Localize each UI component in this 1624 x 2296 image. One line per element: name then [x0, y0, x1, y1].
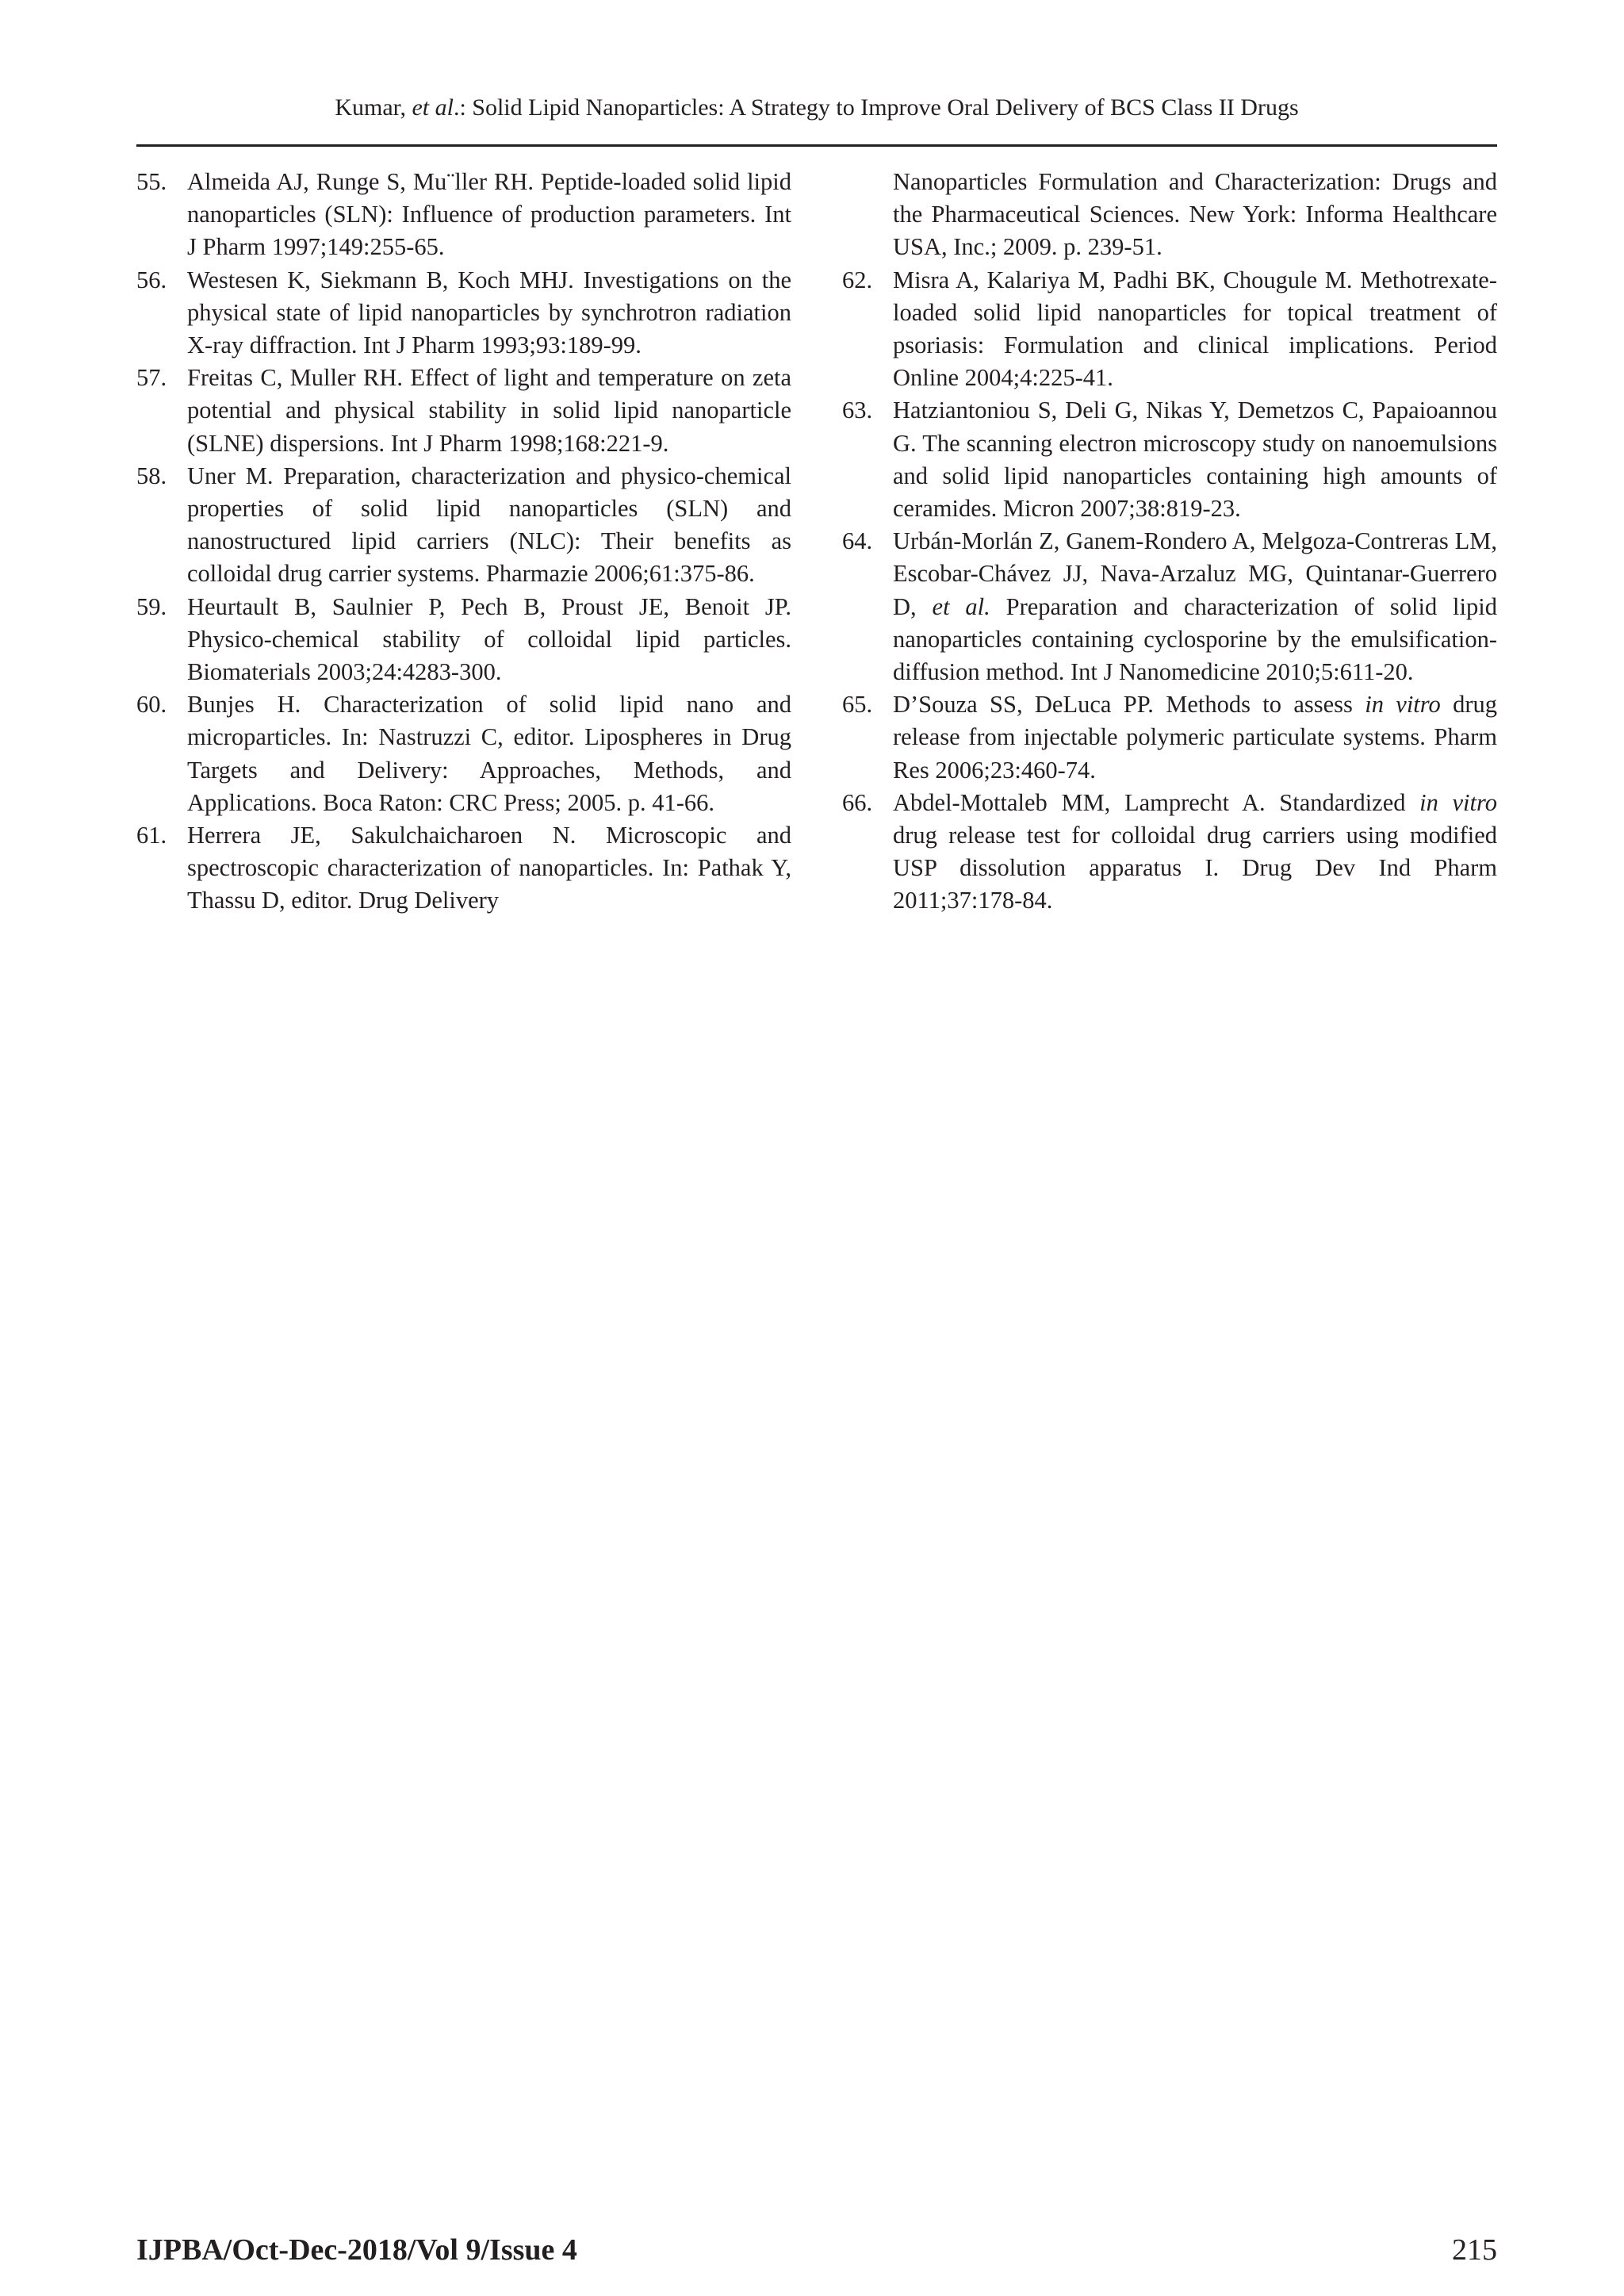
- reference-number: 65.: [842, 691, 873, 719]
- reference-item: [136, 362, 791, 460]
- reference-continuation: [842, 166, 1497, 264]
- reference-number: 63.: [842, 397, 873, 424]
- reference-text: drug release test for colloidal drug carriers using modified USP dissolution apparatus I. Drug Dev Ind Pharm 2011;37:178-84.: [893, 822, 1497, 914]
- reference-item: [136, 591, 791, 689]
- reference-italic: in vitro: [1365, 691, 1441, 719]
- reference-number: 62.: [842, 266, 873, 293]
- reference-number: 55.: [136, 168, 167, 195]
- reference-item: [136, 166, 791, 264]
- reference-etal: et al.: [932, 592, 990, 620]
- reference-text: Misra A, Kalariya M, Padhi BK, Chougule M. Methotrexate-loaded solid lipid nanoparticles for topical treatment of psoriasis: Formulation and clinical implications. Period Online 2004;4:225-41.: [893, 266, 1497, 392]
- header-etal: et al: [412, 94, 454, 121]
- references-right-column: [842, 166, 1497, 918]
- reference-text: Uner M. Preparation, characterization and physico-chemical properties of solid lipid nanoparticles (SLN) and nanostructured lipid carriers (NLC): Their benefits as colloidal drug carrier systems. Pharmazie 2006;61:375-86.: [187, 462, 791, 588]
- header-rule: [136, 144, 1497, 147]
- reference-number: 56.: [136, 266, 167, 293]
- page-number: 215: [1452, 2233, 1497, 2267]
- reference-text: Heurtault B, Saulnier P, Pech B, Proust JE, Benoit JP. Physico-chemical stability of colloidal lipid particles. Biomaterials 2003;24:4283-300.: [187, 592, 791, 686]
- reference-number: 58.: [136, 462, 167, 489]
- references-left-column: [136, 166, 791, 918]
- reference-item: [842, 787, 1497, 918]
- reference-item: [136, 264, 791, 362]
- reference-text: Nanoparticles Formulation and Characterization: Drugs and the Pharmaceutical Sciences. New York: Informa Healthcare USA, Inc.; 2009. p. 239-51.: [893, 168, 1497, 261]
- footer-journal-info: IJPBA/Oct-Dec-2018/Vol 9/Issue 4: [136, 2233, 577, 2267]
- reference-item: [842, 525, 1497, 688]
- reference-number: 64.: [842, 527, 873, 555]
- reference-number: 61.: [136, 822, 167, 849]
- reference-text: Abdel-Mottaleb MM, Lamprecht A. Standardized: [893, 788, 1420, 816]
- reference-item: [136, 819, 791, 918]
- reference-text: Urbán-Morlán Z, Ganem-Rondero A, Melgoza-Contreras LM, Escobar-Chávez JJ, Nava-Arzaluz MG, Quintanar-Guerrero D,: [893, 527, 1497, 620]
- reference-item: [842, 688, 1497, 787]
- reference-text: Preparation and characterization of solid lipid nanoparticles containing cyclosporine by the emulsification-diffusion method. Int J Nanomedicine 2010;5:611-20.: [893, 592, 1497, 686]
- reference-text: Hatziantoniou S, Deli G, Nikas Y, Demetzos C, Papaioannou G. The scanning electron microscopy study on nanoemulsions and solid lipid nanoparticles containing high amounts of ceramides. Micron 2007;38:819-23.: [893, 397, 1497, 523]
- reference-number: 66.: [842, 788, 873, 816]
- reference-text: drug release from injectable polymeric particulate systems. Pharm Res 2006;23:460-74.: [893, 691, 1497, 784]
- reference-number: 60.: [136, 691, 167, 719]
- reference-text: Freitas C, Muller RH. Effect of light and temperature on zeta potential and physical stability in solid lipid nanoparticle (SLNE) dispersions. Int J Pharm 1998;168:221-9.: [187, 364, 791, 457]
- header-title: .: Solid Lipid Nanoparticles: A Strategy to Improve Oral Delivery of BCS Class II Drugs: [453, 94, 1299, 121]
- reference-item: [842, 264, 1497, 395]
- reference-italic: in vitro: [1419, 788, 1497, 816]
- reference-number: 59.: [136, 592, 167, 620]
- reference-text: Bunjes H. Characterization of solid lipid nano and microparticles. In: Nastruzzi C, editor. Lipospheres in Drug Targets and Delivery: Approaches, Methods, and Applications. Boca Raton: CRC Press; 2005. p. 41-66.: [187, 691, 791, 816]
- reference-text: Westesen K, Siekmann B, Koch MHJ. Investigations on the physical state of lipid nanoparticles by synchrotron radiation X-ray diffraction. Int J Pharm 1993;93:189-99.: [187, 266, 791, 359]
- reference-text: D’Souza SS, DeLuca PP. Methods to assess: [893, 691, 1365, 719]
- running-header: [136, 94, 1497, 122]
- reference-text: Herrera JE, Sakulchaicharoen N. Microscopic and spectroscopic characterization of nanoparticles. In: Pathak Y, Thassu D, editor. Drug Delivery: [187, 822, 791, 914]
- header-authors: Kumar,: [335, 94, 412, 121]
- reference-text: Almeida AJ, Runge S, Mu¨ller RH. Peptide-loaded solid lipid nanoparticles (SLN): Influence of production parameters. Int J Pharm 1997;149:255-65.: [187, 168, 791, 261]
- reference-item: [136, 460, 791, 591]
- reference-number: 57.: [136, 364, 167, 392]
- reference-item: [136, 688, 791, 819]
- reference-item: [842, 394, 1497, 525]
